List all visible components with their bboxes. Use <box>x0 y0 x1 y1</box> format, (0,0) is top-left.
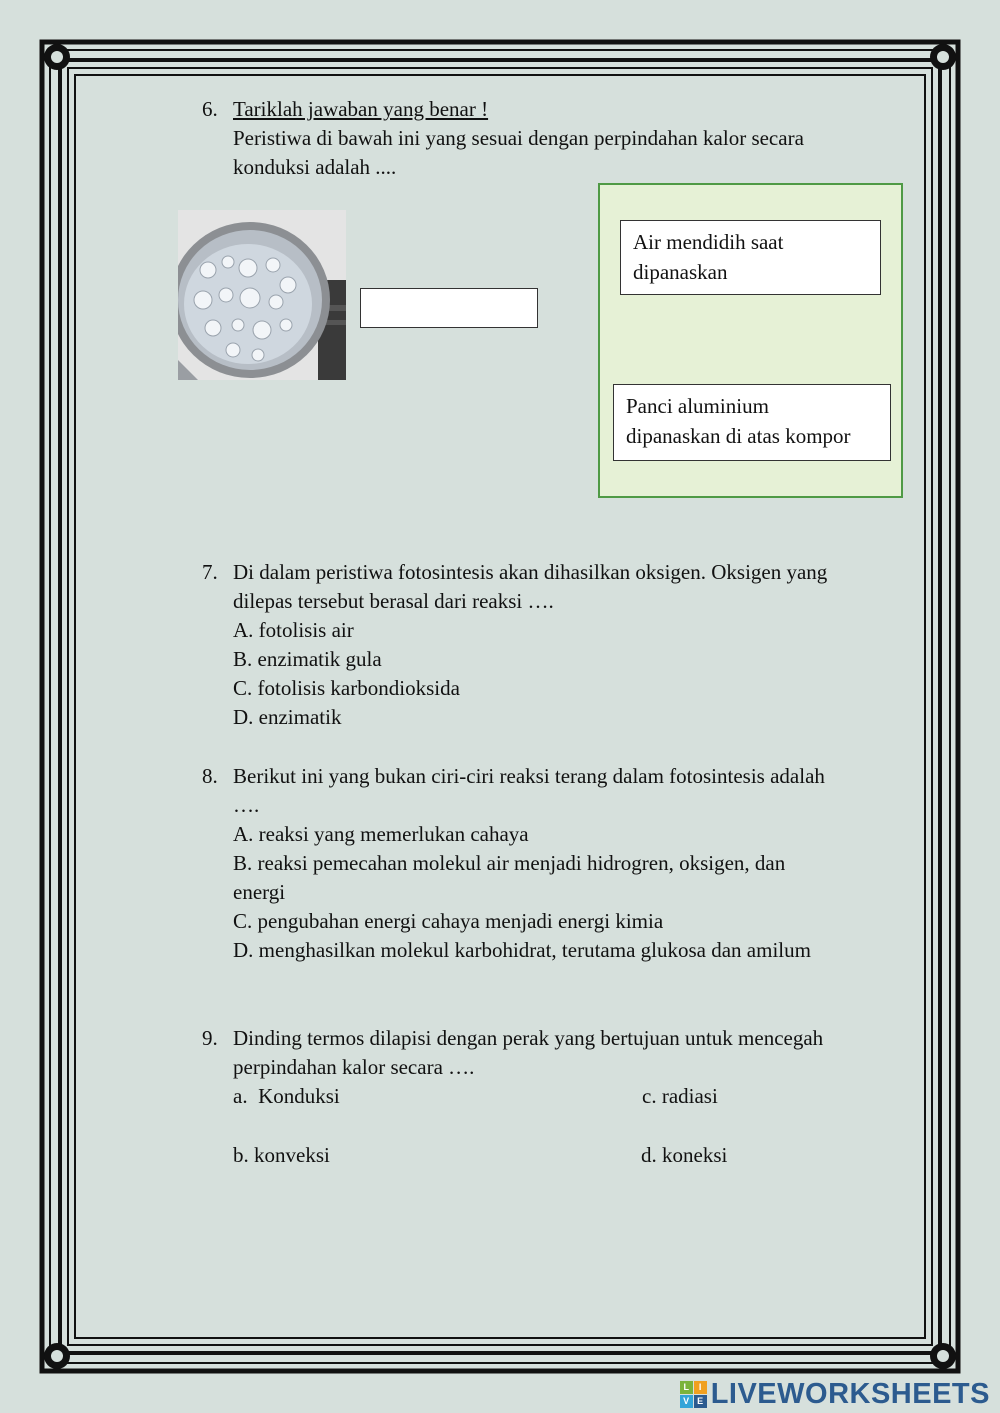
q7-question-line1: Di dalam peristiwa fotosintesis akan dihasilkan oksigen. Oksigen yang <box>233 560 828 584</box>
q6-number: 6. <box>202 97 218 121</box>
q7-question-line2: dilepas tersebut berasal dari reaksi …. <box>233 589 554 613</box>
answer-drop-box[interactable] <box>360 288 538 328</box>
boiling-pot-image <box>178 210 346 380</box>
q8-question-line1: Berikut ini yang bukan ciri-ciri reaksi terang dalam fotosintesis adalah <box>233 764 825 788</box>
logo-letter-l: L <box>680 1381 693 1394</box>
logo-letter-v: V <box>680 1395 693 1408</box>
q7-option-b: B. enzimatik gula <box>233 647 382 671</box>
answer-choice-1-line1: Air mendidih saat <box>633 230 784 254</box>
q8-option-a: A. reaksi yang memerlukan cahaya <box>233 822 529 846</box>
liveworksheets-brand[interactable] <box>680 1377 990 1411</box>
q8-option-b-line2: energi <box>233 880 286 904</box>
q9-option-b: b. konveksi <box>233 1143 330 1167</box>
q6-question-line2: konduksi adalah .... <box>233 155 397 179</box>
q8-option-c: C. pengubahan energi cahaya menjadi energi kimia <box>233 909 664 933</box>
q6-question-line1: Peristiwa di bawah ini yang sesuai dengan perpindahan kalor secara <box>233 126 804 150</box>
answer-choice-2-line2: dipanaskan di atas kompor <box>626 424 851 448</box>
q9-option-d: d. koneksi <box>641 1143 728 1167</box>
q7-option-c: C. fotolisis karbondioksida <box>233 676 460 700</box>
liveworksheets-logo-icon <box>680 1381 707 1408</box>
q7-option-a: A. fotolisis air <box>233 618 354 642</box>
q9-question-line1: Dinding termos dilapisi dengan perak yang bertujuan untuk mencegah <box>233 1026 824 1050</box>
q9-option-c: c. radiasi <box>642 1084 718 1108</box>
q9-question-line2: perpindahan kalor secara …. <box>233 1055 475 1079</box>
q7-number: 7. <box>202 560 218 584</box>
logo-letter-e: E <box>694 1395 707 1408</box>
answer-choice-panci-aluminium[interactable] <box>613 384 891 461</box>
q9-option-a: a. Konduksi <box>233 1084 340 1108</box>
logo-letter-i: I <box>694 1381 707 1394</box>
brand-wordmark: LIVEWORKSHEETS <box>710 1377 990 1410</box>
q9-number: 9. <box>202 1026 218 1050</box>
q6-instruction: Tariklah jawaban yang benar ! <box>233 97 489 121</box>
answer-choice-1-line2: dipanaskan <box>633 260 728 284</box>
answer-choice-2-line1: Panci aluminium <box>626 394 769 418</box>
q7-option-d: D. enzimatik <box>233 705 342 729</box>
q8-question-line2: …. <box>233 793 260 817</box>
q8-option-b-line1: B. reaksi pemecahan molekul air menjadi hidrogren, oksigen, dan <box>233 851 786 875</box>
q8-option-d: D. menghasilkan molekul karbohidrat, terutama glukosa dan amilum <box>233 938 811 962</box>
answer-choice-air-mendidih[interactable] <box>620 220 881 295</box>
q8-number: 8. <box>202 764 218 788</box>
